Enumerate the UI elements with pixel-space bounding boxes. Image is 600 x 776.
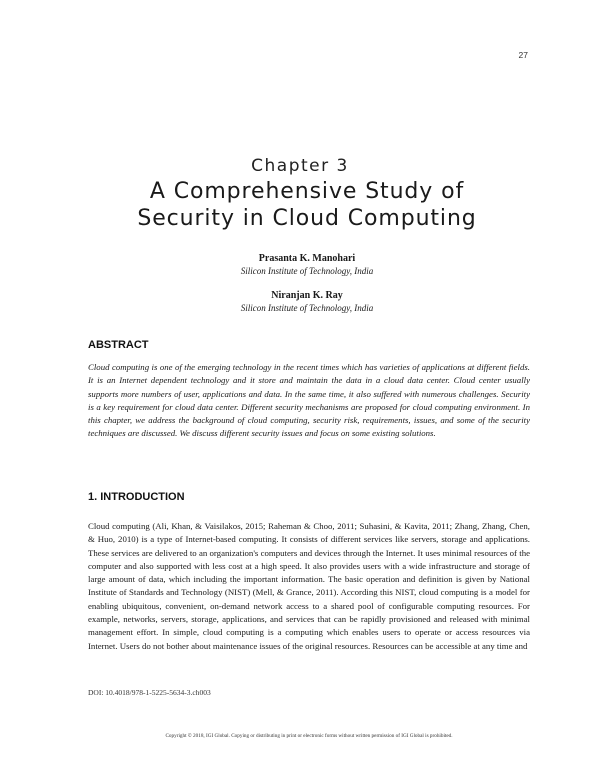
author-name: Niranjan K. Ray [271,290,343,301]
copyright-notice: Copyright © 2018, IGI Global. Copying or distributing in print or electronic forms without written permission of IGI Global is prohibited. [165,733,453,739]
abstract-text: Cloud computing is one of the emerging technology in the recent times which has varieties of applications at different fields. It is an Internet dependent technology and it store and maintain the data in a cloud data center. Cloud center usually supports more numbers of user, applications and data. In the same time, it also suffered with numerous challenges. Security is a key requirement for cloud data center. Different security mechanisms are proposed for cloud computing environment. In this chapter, we address the background of cloud computing, security risk, requirements, issues, and some of the security techniques are discussed. We discuss different security issues and focus on some existing solutions. [88,362,530,439]
author-block [0,253,600,277]
page-number: 27 [518,50,528,60]
chapter-label: Chapter 3 [251,156,349,176]
author-block [0,290,600,314]
doi: DOI: 10.4018/978-1-5225-5634-3.ch003 [88,688,211,697]
abstract-heading: ABSTRACT [88,339,149,351]
introduction-heading: 1. INTRODUCTION [88,491,185,503]
author-affiliation: Silicon Institute of Technology, India [240,266,374,276]
title-line-1: A Comprehensive Study of [149,179,465,204]
author-name: Prasanta K. Manohari [258,253,356,264]
author-affiliation: Silicon Institute of Technology, India [240,303,374,313]
title-line-2: Security in Cloud Computing [137,206,477,231]
introduction-text: Cloud computing (Ali, Khan, & Vaisilakos, 2015; Raheman & Choo, 2011; Suhasini, & Kavita, 2011; Zhang, Zhang, Chen, & Huo, 2010) is a type of Internet-based computing. It consists of different services like servers, storage and applications. These services are delivered to an organization's computers and devices through the Internet. It uses minimal resources of the computer and also supported with less cost at a high speed. It also provides users with a wide infrastructure and storage of large amount of data, which including the important information. The basic operation and definition is given by National Institute of Standards and Technology (NIST) (Mell, & Grance, 2011). According this NIST, cloud computing is a model for enabling ubiquitous, convenient, on-demand network access to a shared pool of configurable computing resources. For example, networks, servers, storage, applications, and services that can be rapidly provisioned and released with minimal management effort. In simple, cloud computing is a computing which enables users to operate or access resources via Internet. Users do not bother about maintenance issues of the original resources. Resources can be accessible at any time and [88,521,530,651]
chapter-title [0,178,600,232]
